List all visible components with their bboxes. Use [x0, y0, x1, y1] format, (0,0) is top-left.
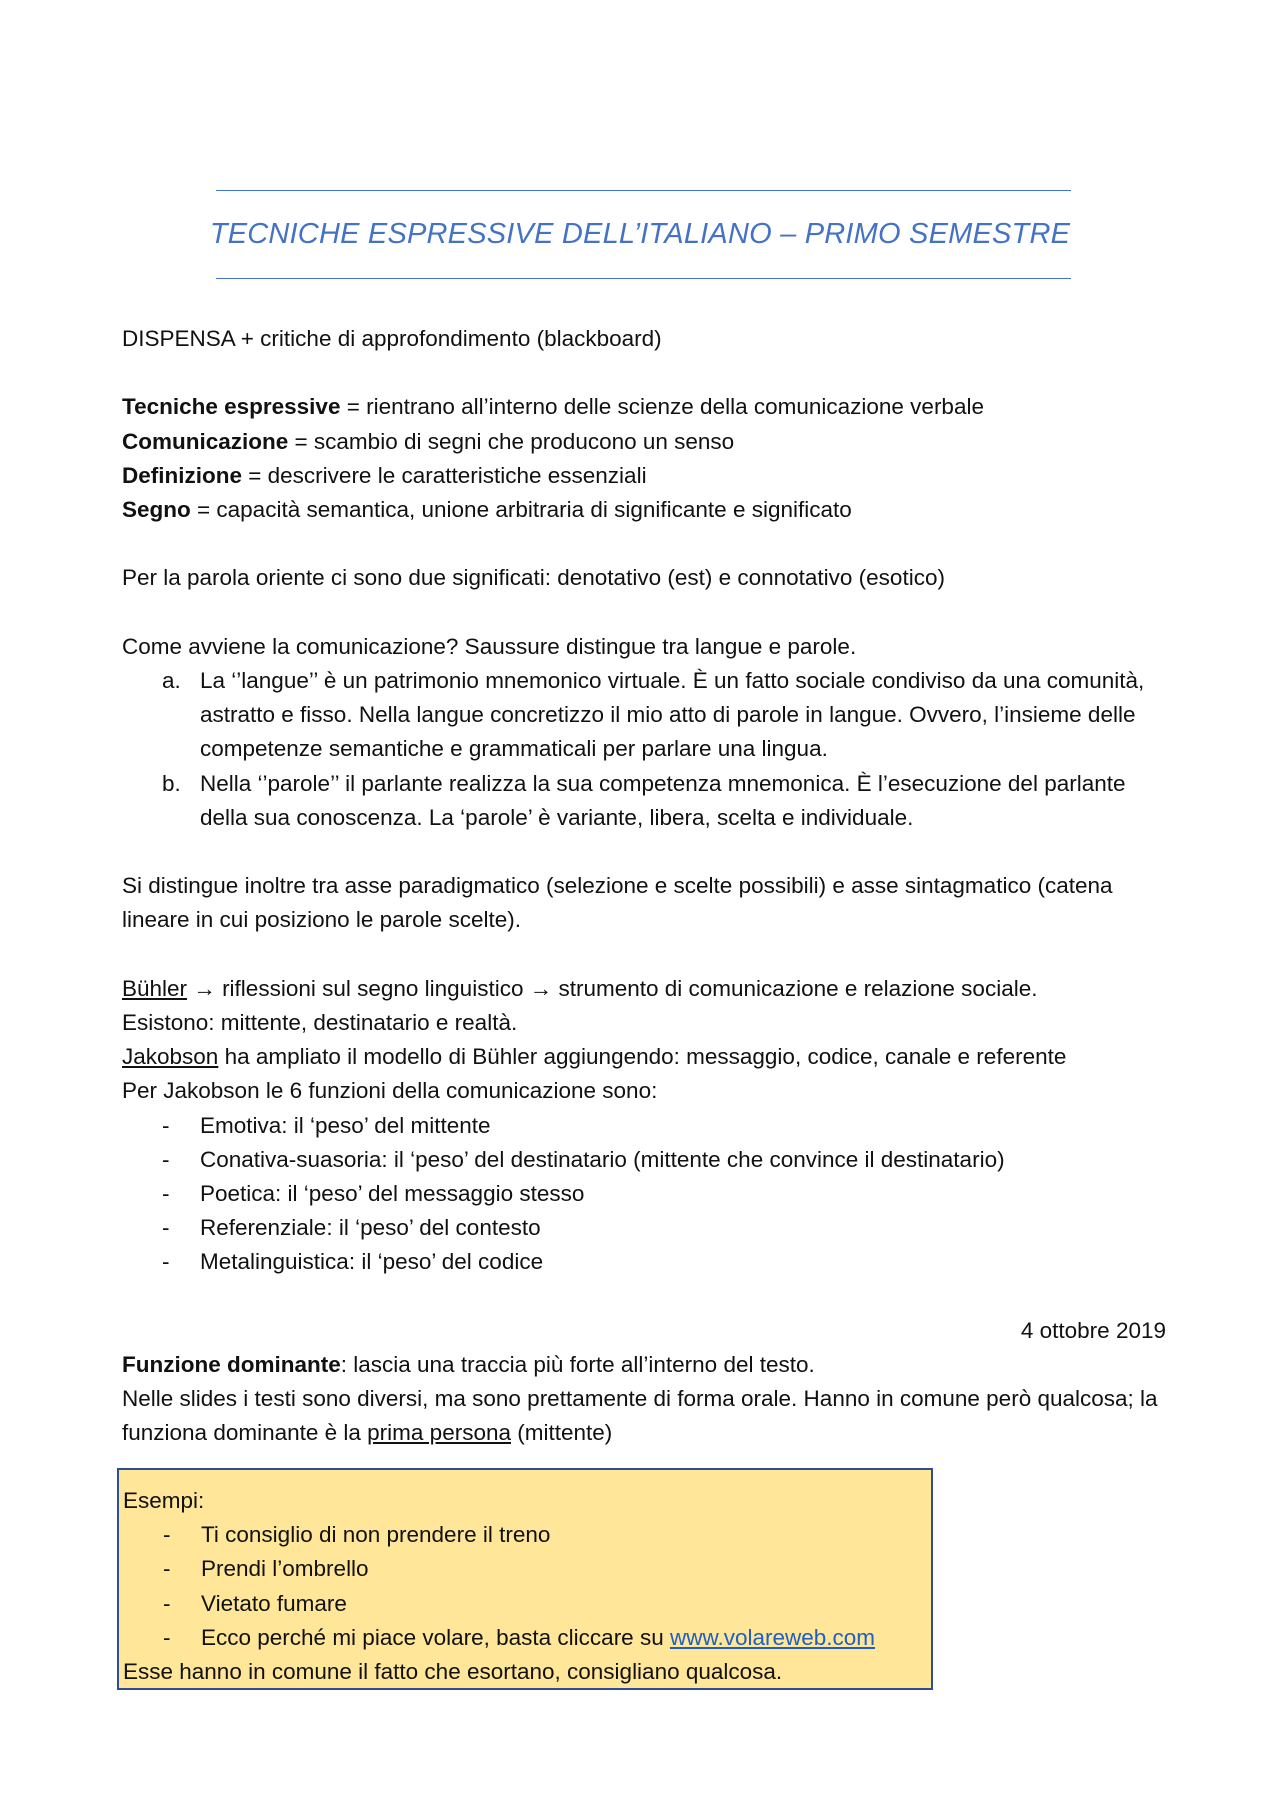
- list-item-text: Prendi l’ombrello: [201, 1556, 369, 1582]
- esistono-line: Esistono: mittente, destinatario e realtà.: [122, 1009, 518, 1035]
- list-item-text: Conativa-suasoria: il ‘peso’ del destinatario (mittente che convince il destinatario): [200, 1146, 1005, 1172]
- list-item-text: Vietato fumare: [201, 1590, 347, 1616]
- definition-row: [122, 459, 1172, 493]
- title-top-rule: [216, 190, 1071, 191]
- slides-end: (mittente): [511, 1420, 613, 1446]
- list-item-text: Emotiva: il ‘peso’ del mittente: [200, 1112, 491, 1138]
- list-marker: a.: [162, 667, 181, 693]
- definition-row: [122, 425, 1172, 459]
- definition-term: Tecniche espressive: [122, 394, 341, 420]
- definition-row: [122, 493, 1172, 527]
- dominante-text: : lascia una traccia più forte all’interno del testo.: [340, 1352, 815, 1377]
- list-item-text: La ‘’langue’’ è un patrimonio mnemonico virtuale. È un fatto sociale condiviso da una comunità, astratto e fisso. Nella langue concretizzo il mio atto di parole in langue. Ovvero, l’insieme delle competenze semantiche e grammaticali per parlare una lingua.: [200, 667, 1145, 762]
- intro-line: DISPENSA + critiche di approfondimento (blackboard): [122, 326, 662, 351]
- bullet-list-item: [123, 1552, 931, 1586]
- arrow-icon: →: [193, 975, 216, 1001]
- ordered-list-item: [122, 767, 1172, 835]
- examples-conclusion: Esse hanno in comune il fatto che esortano, consigliano qualcosa.: [123, 1659, 783, 1685]
- definition-row: [122, 390, 1172, 424]
- buhler-part2: strumento di comunicazione e relazione sociale.: [552, 975, 1038, 1001]
- definition-term: Comunicazione: [122, 428, 289, 454]
- buhler-part1: riflessioni sul segno linguistico: [215, 975, 530, 1001]
- jakobson-text: ha ampliato il modello di Bühler aggiungendo: messaggio, codice, canale e referente: [218, 1044, 1067, 1070]
- definition-term: Segno: [122, 497, 191, 522]
- bullet-list-item: [123, 1587, 931, 1621]
- definition-text: = scambio di segni che producono un senso: [288, 428, 735, 454]
- funzioni-intro: Per Jakobson le 6 funzioni della comunicazione sono:: [122, 1078, 658, 1104]
- slides-text: Nelle slides i testi sono diversi, ma sono prettamente di forma orale. Hanno in comune però qualcosa; la funziona dominante è la: [122, 1386, 1158, 1446]
- oriente-paragraph: Per la parola oriente ci sono due significati: denotativo (est) e connotativo (esotico): [122, 565, 945, 591]
- dominante-term: Funzione dominante: [122, 1352, 341, 1377]
- definition-term: Definizione: [122, 462, 243, 488]
- list-item-text: Ti consiglio di non prendere il treno: [201, 1522, 551, 1548]
- document-body: [122, 322, 1172, 1451]
- list-marker: b.: [162, 770, 181, 796]
- jakobson-line: [122, 1040, 1172, 1074]
- title-bottom-rule: [216, 278, 1071, 279]
- bullet-marker: -: [162, 1215, 170, 1241]
- saussure-intro: Come avviene la comunicazione? Saussure distingue tra langue e parole.: [122, 633, 857, 659]
- slides-underlined: prima persona: [367, 1420, 511, 1446]
- assi-paragraph: Si distingue inoltre tra asse paradigmatico (selezione e scelte possibili) e asse sintagmatico (catena lineare in cui posiziono le parole scelte).: [122, 873, 1113, 933]
- document-title: TECNICHE ESPRESSIVE DELL’ITALIANO – PRIMO SEMESTRE: [209, 218, 1071, 250]
- bullet-list-item: [122, 1143, 1172, 1177]
- ordered-list-item: [122, 664, 1172, 767]
- bullet-marker: -: [163, 1556, 171, 1582]
- buhler-line: [122, 972, 1172, 1006]
- list-item-text: Ecco perché mi piace volare, basta cliccare su: [201, 1624, 670, 1650]
- bullet-marker: -: [163, 1624, 171, 1650]
- bullet-list-item: [122, 1177, 1172, 1211]
- examples-callout: [117, 1468, 933, 1690]
- bullet-list-item: [122, 1245, 1172, 1279]
- dominante-line: [122, 1348, 1172, 1382]
- definition-text: = capacità semantica, unione arbitraria di significante e significato: [190, 497, 852, 522]
- jakobson-name: Jakobson: [122, 1044, 219, 1070]
- arrow-icon: →: [529, 975, 553, 1001]
- list-item-text: Poetica: il ‘peso’ del messaggio stesso: [200, 1181, 585, 1206]
- definition-text: = descrivere le caratteristiche essenziali: [242, 462, 647, 488]
- examples-label: Esempi:: [123, 1488, 205, 1513]
- bullet-list-item: [122, 1211, 1172, 1245]
- bullet-marker: -: [162, 1146, 170, 1172]
- bullet-marker: -: [163, 1522, 171, 1548]
- definition-text: = rientrano all’interno delle scienze della comunicazione verbale: [340, 394, 984, 420]
- bullet-list-item: [123, 1621, 931, 1655]
- list-item-text: Metalinguistica: il ‘peso’ del codice: [200, 1249, 544, 1275]
- list-item-text: Nella ‘’parole’’ il parlante realizza la sua competenza mnemonica. È l’esecuzione del parlante della sua conoscenza. La ‘parole’ è variante, libera, scelta e individuale.: [200, 770, 1126, 830]
- bullet-marker: -: [162, 1112, 170, 1138]
- bullet-marker: -: [162, 1249, 170, 1275]
- bullet-marker: -: [163, 1590, 171, 1616]
- slides-paragraph: [122, 1382, 1172, 1450]
- volareweb-link[interactable]: www.volareweb.com: [669, 1624, 876, 1650]
- bullet-list-item: [123, 1518, 931, 1552]
- date-line: 4 ottobre 2019: [1020, 1317, 1166, 1343]
- bullet-list-item: [122, 1109, 1172, 1143]
- bullet-marker: -: [162, 1181, 170, 1206]
- list-item-text: Referenziale: il ‘peso’ del contesto: [200, 1215, 541, 1241]
- buhler-name: Bühler: [122, 975, 188, 1001]
